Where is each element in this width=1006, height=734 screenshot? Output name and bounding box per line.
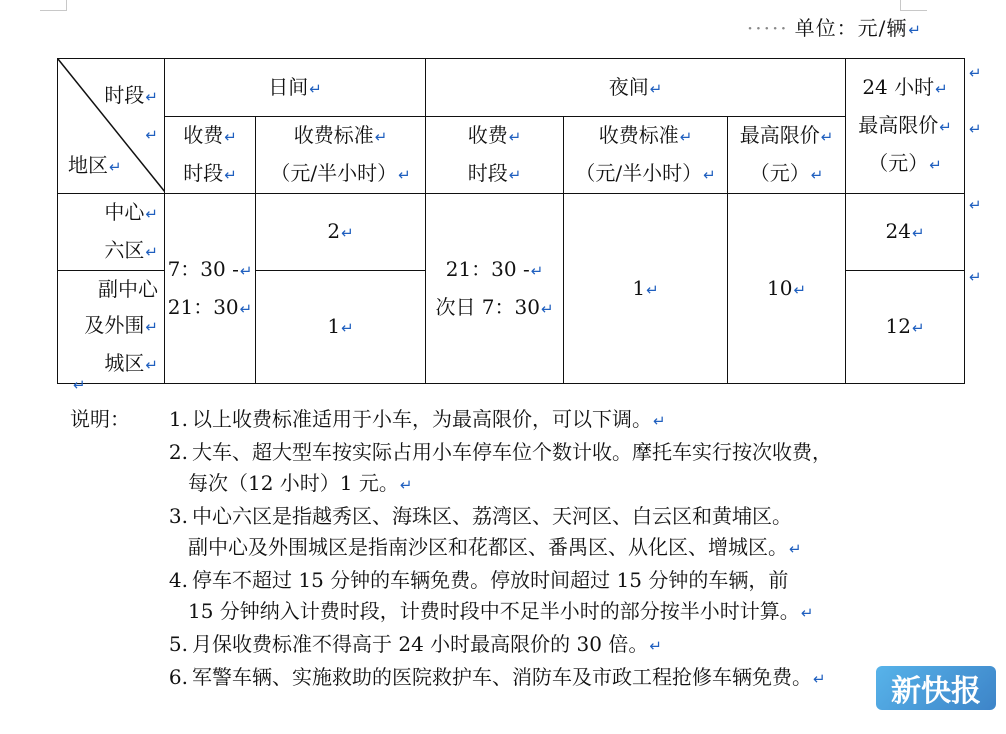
paragraph-mark-icon: ↵ (969, 268, 982, 286)
note-item: 4. 停车不超过 15 分钟的车辆免费。停放时间超过 15 分钟的车辆，前 (168, 568, 789, 592)
day-fee-center: 2↵ (256, 194, 426, 271)
paragraph-mark-icon: ↵ (969, 120, 982, 138)
note-item: 5. 月保收费标准不得高于 24 小时最高限价的 30 倍。↵ (168, 632, 662, 656)
area-sub-center: 副中心 及外围↵ 城区↵ (58, 271, 165, 384)
diagonal-header-cell (58, 59, 165, 194)
parking-fee-table (57, 58, 965, 384)
paragraph-mark-icon: ↵ (969, 64, 982, 82)
paragraph-mark-icon: ↵ (908, 21, 922, 39)
unit-label (747, 12, 922, 41)
paragraph-mark-icon: ↵ (145, 126, 158, 144)
h24-center: 24↵ (846, 194, 965, 271)
h24-max-header: 24 小时↵ 最高限价↵ （元）↵ (846, 59, 965, 194)
notes-section (70, 404, 832, 695)
note-continuation: 每次（12 小时）1 元。↵ (188, 471, 413, 495)
night-max-value: 10↵ (728, 194, 846, 384)
night-header: 夜间↵ (426, 59, 846, 117)
note-continuation: 15 分钟纳入计费时段，计费时段中不足半小时的部分按半小时计算。↵ (188, 599, 814, 623)
night-fee-std-header: 收费标准↵ （元/半小时）↵ (564, 117, 728, 194)
paragraph-mark-icon: ↵ (73, 376, 86, 394)
note-continuation: 副中心及外围城区是指南沙区和花都区、番禺区、从化区、增城区。↵ (188, 535, 802, 559)
notes-label: 说明： (70, 407, 130, 431)
unit-text: 单位：元/辆 (794, 16, 908, 40)
day-header: 日间↵ (165, 59, 426, 117)
paragraph-mark-icon: ↵ (969, 196, 982, 214)
night-fee-period-header: 收费↵ 时段↵ (426, 117, 564, 194)
header-area: 地区↵ (68, 153, 122, 177)
night-fee-value: 1↵ (564, 194, 728, 384)
day-fee-sub: 1↵ (256, 271, 426, 384)
day-period-value: 7：30 -↵ 21：30↵ (165, 194, 256, 384)
night-max-price-header: 最高限价↵ （元）↵ (728, 117, 846, 194)
area-center-six: 中心↵ 六区↵ (58, 194, 165, 271)
note-item: 说明： 1. 以上收费标准适用于小车，为最高限价，可以下调。↵ (70, 404, 832, 437)
header-period: 时段↵ (104, 83, 158, 107)
note-item: 6. 军警车辆、实施救助的医院救护车、消防车及市政工程抢修车辆免费。↵ (168, 665, 826, 689)
night-period-value: 21：30 -↵ 次日 7：30↵ (426, 194, 564, 384)
note-item: 2. 大车、超大型车按实际占用小车停车位个数计收。摩托车实行按次收费， (168, 440, 832, 464)
page-corner-mark-left (40, 0, 67, 11)
unit-dots: ····· (746, 16, 789, 40)
note-item: 3. 中心六区是指越秀区、海珠区、荔湾区、天河区、白云区和黄埔区。 (168, 504, 792, 528)
h24-sub: 12↵ (846, 271, 965, 384)
day-fee-std-header: 收费标准↵ （元/半小时）↵ (256, 117, 426, 194)
page-corner-mark-right (900, 0, 927, 11)
day-fee-period-header: 收费↵ 时段↵ (165, 117, 256, 194)
newspaper-logo: 新快报 (876, 666, 996, 710)
